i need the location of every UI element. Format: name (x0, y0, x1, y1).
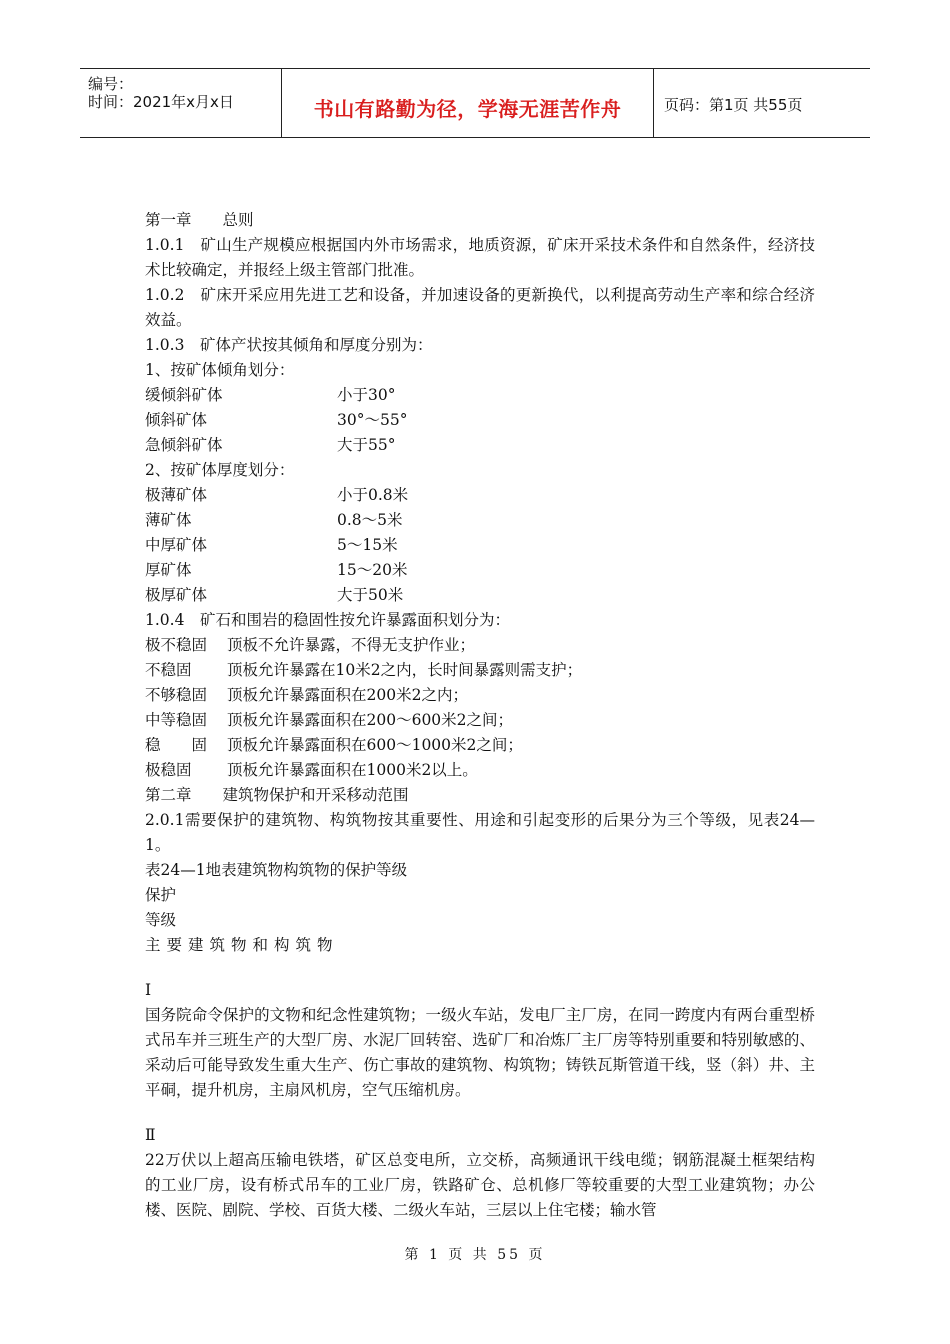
thickness-row-value: 0.8～5米 (337, 511, 403, 529)
thickness-row (145, 483, 815, 508)
angle-row-value: 大于55° (337, 436, 396, 454)
stability-row-name: 中等稳固 (145, 711, 208, 729)
paragraph-1-0-3: 1.0.3 矿体产状按其倾角和厚度分别为： (145, 336, 433, 354)
angle-row (145, 408, 815, 433)
paragraph-1-0-4: 1.0.4 矿石和围岩的稳固性按允许暴露面积划分为： (145, 611, 510, 629)
stability-row-value: 顶板允许暴露面积在600～1000米2之间； (227, 736, 523, 754)
table-header-main: 主要建筑物和构筑物 (145, 936, 339, 954)
angle-row (145, 383, 815, 408)
paragraph-1-0-1: 1.0.1 矿山生产规模应根据国内外市场需求，地质资源，矿床开采技术条件和自然条件，经济技术比较确定，并报经上级主管部门批准。 (145, 236, 815, 279)
document-time-label: 时间：2021年x月x日 (88, 93, 234, 111)
angle-row-name: 急倾斜矿体 (145, 436, 223, 454)
thickness-row-name: 中厚矿体 (145, 536, 208, 554)
stability-row-value: 顶板允许暴露面积在200米2之内； (227, 686, 468, 704)
stability-row-value: 顶板允许暴露在10米2之内，长时间暴露则需支护； (227, 661, 583, 679)
thickness-row (145, 533, 815, 558)
stability-row-value: 顶板允许暴露面积在200～600米2之间； (227, 711, 514, 729)
page-footer: 第 1 页 共 55 页 (404, 1247, 546, 1263)
stability-row-value: 顶板允许暴露面积在1000米2以上。 (227, 761, 478, 779)
thickness-row-name: 极薄矿体 (145, 486, 208, 504)
header-page-cell (654, 69, 870, 137)
thickness-row-value: 15～20米 (337, 561, 408, 579)
protection-level-2: Ⅱ (145, 1126, 156, 1144)
stability-row (145, 658, 815, 683)
chapter1-title: 第一章 总则 (145, 211, 254, 229)
paragraph-2-0-1: 2.0.1需要保护的建筑物、构筑物按其重要性、用途和引起变形的后果分为三个等级，见表24—1。 (145, 811, 815, 854)
thickness-row (145, 508, 815, 533)
header-motto-cell (282, 69, 654, 137)
thickness-row (145, 583, 815, 608)
thickness-row (145, 558, 815, 583)
protection-level-1-text: 国务院命令保护的文物和纪念性建筑物；一级火车站，发电厂主厂房，在同一跨度内有两台重型桥式吊车并三班生产的大型厂房、水泥厂回转窑、选矿厂和冶炼厂主厂房等特别重要和特别敏感的、采动后可能导致发生重大生产、伤亡事故的建筑物、构筑物；铸铁瓦斯管道干线，竖（斜）井、主平硐，提升机房，主扇风机房，空气压缩机房。 (145, 1006, 815, 1099)
stability-row-name: 稳 固 (145, 736, 208, 754)
header-page-info: 页码：第1页 共55页 (664, 96, 803, 114)
paragraph-1-0-2: 1.0.2 矿床开采应用先进工艺和设备，并加速设备的更新换代，以利提高劳动生产率和综合经济效益。 (145, 286, 815, 329)
header-meta-cell (80, 69, 282, 137)
header-motto: 书山有路勤为径，学海无涯苦作舟 (313, 97, 622, 121)
stability-row-name: 不够稳固 (145, 686, 208, 704)
thickness-row-value: 小于0.8米 (337, 486, 409, 504)
thickness-row-name: 极厚矿体 (145, 586, 208, 604)
stability-row-name: 极不稳固 (145, 636, 208, 654)
thickness-row-name: 薄矿体 (145, 511, 192, 529)
stability-row (145, 708, 815, 733)
thickness-heading: 2、按矿体厚度划分： (145, 461, 295, 479)
thickness-row-value: 5～15米 (337, 536, 398, 554)
stability-row (145, 733, 815, 758)
thickness-row-name: 厚矿体 (145, 561, 192, 579)
angle-row-value: 30°～55° (337, 411, 408, 429)
stability-row (145, 683, 815, 708)
document-body (145, 208, 815, 1223)
angle-row-name: 缓倾斜矿体 (145, 386, 223, 404)
stability-row (145, 633, 815, 658)
stability-row (145, 758, 815, 783)
stability-row-name: 不稳固 (145, 661, 192, 679)
angle-row-value: 小于30° (337, 386, 396, 404)
stability-row-value: 顶板不允许暴露，不得无支护作业； (227, 636, 476, 654)
protection-level-2-text: 22万伏以上超高压输电铁塔，矿区总变电所，立交桥，高频通讯干线电缆；钢筋混凝土框架结构的工业厂房，设有桥式吊车的工业厂房，铁路矿仓、总机修厂等较重要的大型工业建筑物；办公楼、医院、剧院、学校、百货大楼、二级火车站，三层以上住宅楼；输水管 (145, 1151, 815, 1219)
document-number-label: 编号： (88, 75, 134, 93)
angle-row-name: 倾斜矿体 (145, 411, 208, 429)
stability-row-name: 极稳固 (145, 761, 192, 779)
thickness-row-value: 大于50米 (337, 586, 404, 604)
angle-heading: 1、按矿体倾角划分： (145, 361, 295, 379)
angle-row (145, 433, 815, 458)
document-header (80, 68, 870, 138)
table-header-level-1: 保护 (145, 886, 177, 904)
chapter2-title: 第二章 建筑物保护和开采移动范围 (145, 786, 409, 804)
protection-level-1: I (145, 981, 152, 999)
table-header-level-2: 等级 (145, 911, 177, 929)
table-title: 表24—1地表建筑物构筑物的保护等级 (145, 861, 408, 879)
